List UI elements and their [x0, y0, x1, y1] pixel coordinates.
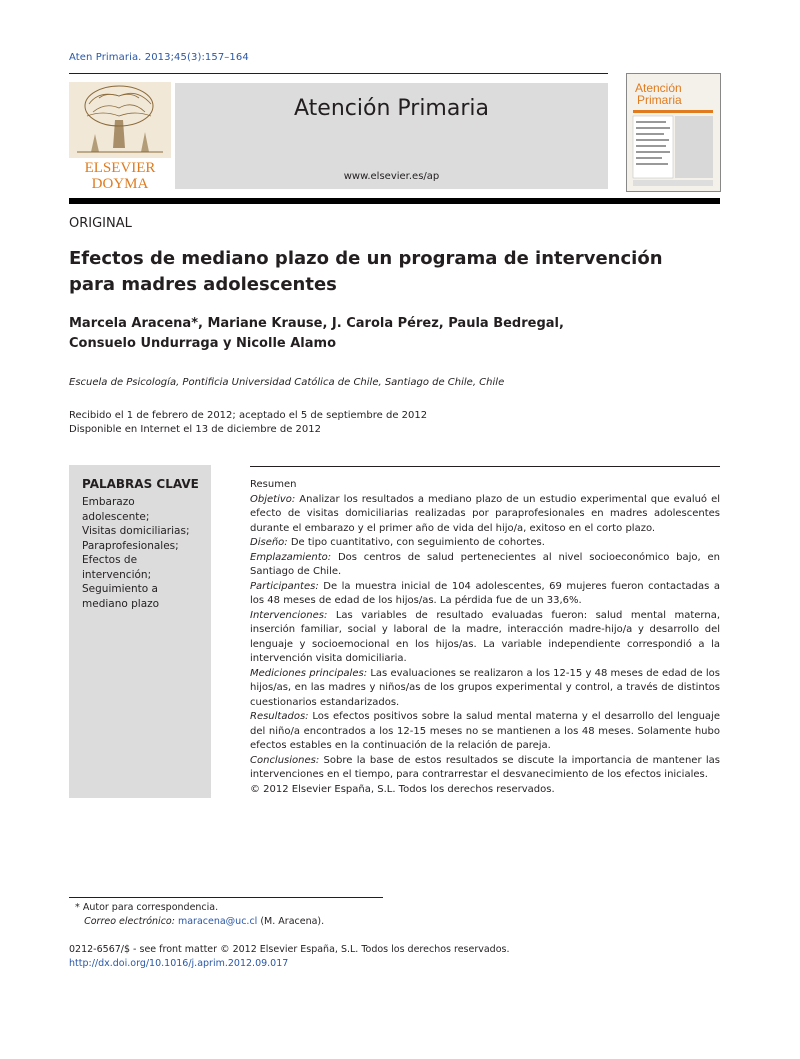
svg-text:ELSEVIER: ELSEVIER	[84, 160, 156, 176]
svg-text:Atención: Atención	[635, 81, 682, 95]
text: Dos centros de salud pertenecientes al nivel socioeconómico bajo, en Santiago de Chile.	[250, 551, 720, 577]
journal-citation[interactable]: Aten Primaria. 2013;45(3):157–164	[69, 52, 249, 63]
label: Conclusiones:	[250, 754, 320, 766]
keyword: Embarazo adolescente;	[82, 496, 150, 523]
corresponding-author-footnote	[69, 901, 324, 929]
abstract-copyright: © 2012 Elsevier España, S.L. Todos los derechos reservados.	[250, 783, 555, 795]
doi-link[interactable]: http://dx.doi.org/10.1016/j.aprim.2012.09.017	[69, 958, 289, 969]
label: Objetivo:	[250, 493, 296, 505]
authors-line: Marcela Aracena*, Mariane Krause, J. Carola Pérez, Paula Bedregal,	[69, 316, 564, 331]
svg-text:Primaria: Primaria	[637, 93, 682, 107]
abstract-mediciones	[250, 667, 720, 711]
journal-masthead	[175, 83, 608, 189]
journal-title: Atención Primaria	[294, 96, 489, 121]
label: Diseño:	[250, 537, 288, 548]
section-divider	[69, 198, 720, 204]
text: De la muestra inicial de 104 adolescentes, 69 mujeres fueron contactadas a los 48 meses de edad de los hijos/as. La pérdida fue de un 33,6%.	[250, 580, 720, 606]
article-title	[69, 246, 689, 298]
article-dates	[69, 409, 427, 437]
abstract-objetivo	[250, 493, 720, 537]
text: Sobre la base de estos resultados se discute la importancia de mantener las intervenciones en el tiempo, para contrarrestar el desvanecimiento de los efectos iniciales.	[250, 754, 720, 780]
footnote-email-line	[69, 915, 324, 929]
keyword: Seguimiento a mediano plazo	[82, 583, 160, 610]
label: Mediciones principales:	[250, 667, 368, 679]
title-line: Efectos de mediano plazo de un programa de intervención	[69, 248, 663, 269]
journal-cover-thumbnail	[626, 73, 721, 192]
abstract-emplazamiento	[250, 551, 720, 580]
keyword: Visitas domiciliarias;	[82, 525, 190, 537]
abstract-intervenciones	[250, 609, 720, 667]
authors	[69, 314, 629, 354]
article-type: ORIGINAL	[69, 216, 132, 231]
footnote-text: Autor para correspondencia.	[82, 902, 219, 913]
text: De tipo cuantitativo, con seguimiento de cohortes.	[290, 537, 545, 548]
label: Participantes:	[250, 580, 319, 592]
svg-text:DOYMA: DOYMA	[91, 176, 149, 190]
footnote-mark: *	[75, 902, 80, 913]
elsevier-logo	[69, 82, 171, 190]
keyword: Efectos de intervención;	[82, 554, 152, 581]
tree-emblem-icon	[69, 82, 171, 190]
label: Resultados:	[250, 711, 309, 722]
label: Intervenciones:	[250, 609, 328, 621]
footnote-rule	[69, 897, 383, 898]
abstract-diseno	[250, 536, 720, 551]
keywords-heading: PALABRAS CLAVE	[82, 477, 199, 491]
label: Emplazamiento:	[250, 551, 332, 563]
email-owner: (M. Aracena).	[260, 916, 325, 927]
header-rule	[69, 73, 608, 74]
authors-line: Consuelo Undurraga y Nicolle Alamo	[69, 336, 337, 351]
received-date: Recibido el 1 de febrero de 2012; aceptado el 5 de septiembre de 2012	[69, 410, 428, 421]
email-label: Correo electrónico:	[84, 916, 175, 927]
text: Analizar los resultados a mediano plazo de un estudio experimental que evaluó el efecto de visitas domiciliarias realizadas por paraprofesionales en madres adolescentes durante el embarazo y el primer año de vida del hijo/a, exitoso en el corto plazo.	[250, 493, 720, 534]
abstract-heading: Resumen	[250, 479, 297, 490]
abstract-rule	[250, 466, 720, 467]
text: Los efectos positivos sobre la salud mental materna y el desarrollo del lenguaje del niño/a encontrados a los 12-15 meses no se mantienen a los 48 meses. Solamente hubo efectos estables en la continuación de la relación de pareja.	[250, 711, 720, 751]
keyword: Paraprofesionales;	[82, 539, 179, 552]
cover-image	[627, 74, 720, 191]
keywords-list	[82, 495, 204, 611]
email-link[interactable]: maracena@uc.cl	[177, 916, 258, 927]
text: Las variables de resultado evaluadas fueron: salud mental materna, inserción familiar, social y laboral de la madre, interacción madre-hijo/a y desarrollo del lenguaje y socioemocional en los hijos/as. La variable independiente correspondió a la intervención visita domiciliaria.	[250, 609, 720, 664]
abstract-conclusiones	[250, 754, 720, 783]
online-date: Disponible en Internet el 13 de diciembre de 2012	[69, 424, 321, 435]
journal-url[interactable]: www.elsevier.es/ap	[343, 171, 440, 182]
issn-line: 0212-6567/$ - see front matter © 2012 Elsevier España, S.L. Todos los derechos reservados.	[69, 944, 510, 955]
footnote-line	[69, 901, 324, 915]
text: Las evaluaciones se realizaron a los 12-15 y 48 meses de edad de los hijos/as, en las madres y niños/as de los grupos experimental y control, a través de distintos cuestionarios estandarizados.	[250, 667, 720, 708]
abstract	[250, 478, 720, 797]
abstract-resultados	[250, 710, 720, 754]
abstract-participantes	[250, 580, 720, 609]
page-footer	[69, 943, 510, 971]
keywords-panel	[69, 465, 211, 798]
title-line: para madres adolescentes	[69, 274, 337, 295]
affiliation: Escuela de Psicología, Pontificia Universidad Católica de Chile, Santiago de Chile, Chile	[69, 377, 505, 388]
